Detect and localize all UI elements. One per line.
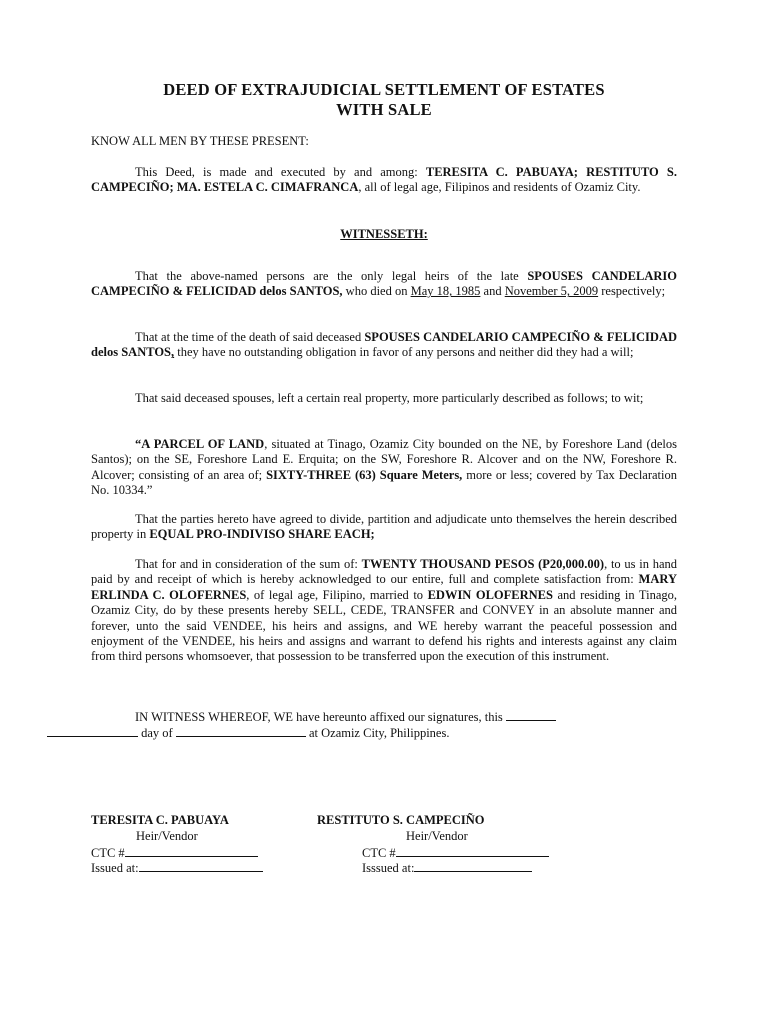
ctc-blank[interactable] — [396, 845, 549, 857]
party-names: TERESITA C. PABUAYA; RESTITUTO S. CAMPECIÑO; MA. ESTELA C. CIMAFRANCA — [91, 165, 677, 195]
document-title-line2: WITH SALE — [336, 100, 432, 119]
issued-blank[interactable] — [414, 860, 532, 872]
month-blank[interactable] — [176, 725, 306, 737]
signatory-1-role: Heir/Vendor — [136, 829, 198, 843]
property-intro-paragraph: That said deceased spouses, left a certain real property, more particularly described as follows; to wit; — [135, 391, 644, 405]
issued-blank[interactable] — [139, 860, 263, 872]
signatory-2-issued: Isssued at: — [362, 860, 532, 876]
signatory-2-ctc: CTC # — [362, 845, 549, 861]
ctc-blank[interactable] — [125, 845, 258, 857]
date-blank[interactable] — [506, 709, 556, 721]
partition-paragraph: That the parties hereto have agreed to divide, partition and adjudicate unto themselves the herein described property in EQUAL PRO-INDIVISO SHARE EACH; — [91, 512, 677, 542]
death-date-2: November 5, 2009 — [504, 284, 599, 299]
witnesseth-heading: WITNESSETH: — [340, 227, 428, 241]
signatory-1-issued: Issued at: — [91, 860, 263, 876]
witness-whereof-paragraph: IN WITNESS WHEREOF, WE have hereunto affixed our signatures, this day of at Ozamiz City, Philippines. — [91, 709, 677, 742]
property-description: “A PARCEL OF LAND, situated at Tinago, Ozamiz City bounded on the NE, by Foreshore Land (delos Santos); on the SE, Foreshore Land E. Erquita; on the SW, Foreshore R. Alcover and on the NW, Foreshore R. Alcover; consisting of an area of; SIXTY-THREE (63) Square Meters, more or less; covered by Tax Declaration No. 10334.” — [91, 437, 677, 498]
obligations-paragraph: That at the time of the death of said deceased SPOUSES CANDELARIO CAMPECIÑO & FELICIDAD delos SANTOS, they have no outstanding obligation in favor of any persons and neither did they had a will; — [91, 330, 678, 360]
signatory-name: TERESITA C. PABUAYA — [91, 813, 229, 827]
signatory-name: RESTITUTO S. CAMPECIÑO — [317, 813, 485, 827]
signatory-1 — [91, 813, 229, 828]
intro-line: KNOW ALL MEN BY THESE PRESENT: — [91, 134, 309, 148]
parties-paragraph: This Deed, is made and executed by and among: TERESITA C. PABUAYA; RESTITUTO S. CAMPECIÑO; MA. ESTELA C. CIMAFRANCA, all of legal age, Filipinos and residents of Ozamiz City. — [91, 165, 677, 195]
deceased-spouses-2: SPOUSES CANDELARIO CAMPECIÑO & FELICIDAD delos SANTOS — [91, 330, 678, 360]
vendee-name: MARY ERLINDA C. OLOFERNES — [91, 572, 677, 602]
heirs-paragraph: That the above-named persons are the only legal heirs of the late SPOUSES CANDELARIO CAMPECIÑO & FELICIDAD delos SANTOS, who died on May 18, 1985 and November 5, 2009 respectively; — [91, 269, 677, 299]
death-date-1: May 18, 1985 — [410, 284, 481, 299]
sale-paragraph: That for and in consideration of the sum of: TWENTY THOUSAND PESOS (P20,000.00), to us in hand paid by and receipt of which is hereby acknowledged to our entire, full and complete satisfaction from: MARY ERLINDA C. OLOFERNES, of legal age, Filipino, married to EDWIN OLOFERNES and residing in Tinago, Ozamiz City, do by these presents hereby SELL, CEDE, TRANSFER and CONVEY in an absolute manner and forever, unto the said VENDEE, his heirs and assigns, and WE hereby warrant the peaceful possession and enjoyment of the VENDEE, his heirs and assigns and warrant to defend his rights and interests against any claim from third persons whomsoever, that possession to be transferred upon the execution of this instrument. — [91, 557, 678, 664]
signatory-1-ctc: CTC # — [91, 845, 258, 861]
sale-amount: TWENTY THOUSAND PESOS (P20,000.00) — [361, 557, 605, 571]
document-title-line1: DEED OF EXTRAJUDICIAL SETTLEMENT OF ESTATES — [163, 80, 605, 99]
day-blank[interactable] — [47, 725, 138, 737]
property-area: SIXTY-THREE (63) Square Meters, — [266, 467, 463, 482]
deceased-spouses: SPOUSES CANDELARIO CAMPECIÑO & FELICIDAD delos SANTOS, — [91, 269, 677, 299]
signatory-2-role: Heir/Vendor — [406, 829, 468, 843]
signatory-2 — [317, 813, 485, 828]
